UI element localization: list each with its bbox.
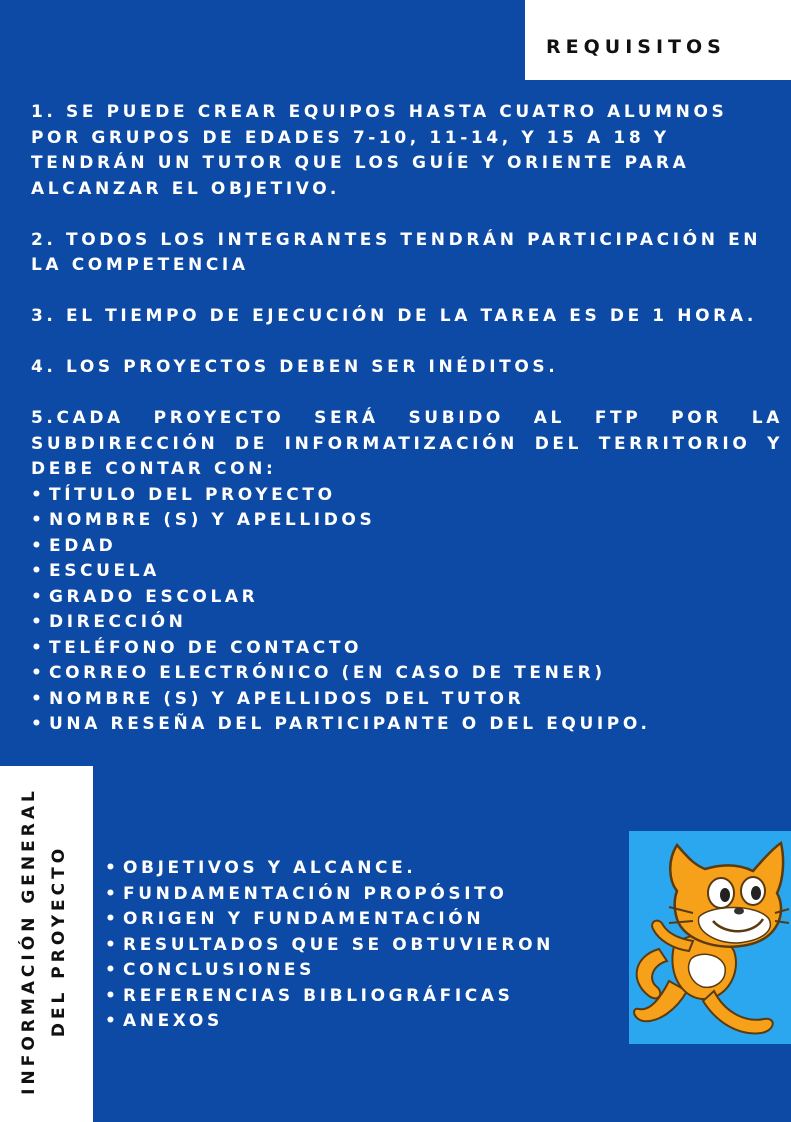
bullet-icon: •: [31, 637, 46, 658]
requirement-5-intro: 5.CADA PROYECTO SERÁ SUBIDO AL FTP POR LA SUBDIRECCIÓN DE INFORMATIZACIÓN DEL TERRITORIO Y DEBE CONTAR CON:: [31, 408, 783, 479]
bullet-icon: •: [105, 960, 120, 980]
requirement-3: 3. EL TIEMPO DE EJECUCIÓN DE LA TAREA ES DE 1 HORA.: [31, 306, 757, 326]
bullet-icon: •: [31, 484, 46, 505]
general-info-section: [105, 856, 625, 1035]
bullet-icon: •: [105, 985, 120, 1006]
scratch-cat-icon: [629, 831, 791, 1044]
list-item: • ORIGEN Y FUNDAMENTACIÓN: [105, 907, 625, 933]
bullet-icon: •: [31, 612, 46, 632]
list-item: • UNA RESEÑA DEL PARTICIPANTE O DEL EQUIPO.: [31, 712, 783, 738]
list-item: • TÍTULO DEL PROYECTO: [31, 483, 783, 509]
list-item: • ESCUELA: [31, 559, 783, 585]
bullet-icon: •: [105, 909, 120, 929]
requirement-1: 1. SE PUEDE CREAR EQUIPOS HASTA CUATRO ALUMNOS POR GRUPOS DE EDADES 7-10, 11-14, Y 15 A 18 Y TENDRÁN UN TUTOR QUE LOS GUÍE Y ORIENTE PARA ALCANZAR EL OBJETIVO.: [31, 102, 728, 199]
bullet-icon: •: [31, 714, 46, 734]
bullet-icon: •: [105, 858, 120, 878]
general-info-list: [105, 856, 625, 1035]
bullet-icon: •: [31, 535, 46, 556]
scratch-cat-panel: [629, 831, 791, 1044]
bullet-icon: •: [105, 883, 120, 904]
list-item: • DIRECCIÓN: [31, 610, 783, 636]
list-item: • ANEXOS: [105, 1009, 625, 1035]
page-title: REQUISITOS: [546, 36, 726, 58]
list-item: • OBJETIVOS Y ALCANCE.: [105, 856, 625, 882]
bullet-icon: •: [31, 663, 46, 683]
list-item: • NOMBRE (S) Y APELLIDOS: [31, 508, 783, 534]
bullet-icon: •: [31, 510, 46, 530]
list-item: • TELÉFONO DE CONTACTO: [31, 636, 783, 662]
list-item: • EDAD: [31, 534, 783, 560]
side-label-line-2: DEL PROYECTO: [49, 844, 69, 1038]
bullet-icon: •: [105, 1011, 120, 1031]
requirements-section: [31, 100, 783, 738]
list-item: • RESULTADOS QUE SE OBTUVIERON: [105, 933, 625, 959]
requirement-4: 4. LOS PROYECTOS DEBEN SER INÉDITOS.: [31, 357, 559, 377]
list-item: • REFERENCIAS BIBLIOGRÁFICAS: [105, 984, 625, 1010]
bullet-icon: •: [105, 934, 120, 955]
bullet-icon: •: [31, 586, 46, 607]
list-item: • GRADO ESCOLAR: [31, 585, 783, 611]
bullet-icon: •: [31, 688, 46, 709]
requirement-2: 2. TODOS LOS INTEGRANTES TENDRÁN PARTICIPACIÓN EN LA COMPETENCIA: [31, 229, 762, 275]
bullet-icon: •: [31, 561, 46, 581]
list-item: • CONCLUSIONES: [105, 958, 625, 984]
side-label-line-1: INFORMACIÓN GENERAL: [19, 787, 39, 1095]
list-item: • FUNDAMENTACIÓN PROPÓSITO: [105, 882, 625, 908]
list-item: • CORREO ELECTRÓNICO (EN CASO DE TENER): [31, 661, 783, 687]
requirement-5-list: [31, 483, 783, 738]
side-label: [14, 766, 74, 1116]
list-item: • NOMBRE (S) Y APELLIDOS DEL TUTOR: [31, 687, 783, 713]
